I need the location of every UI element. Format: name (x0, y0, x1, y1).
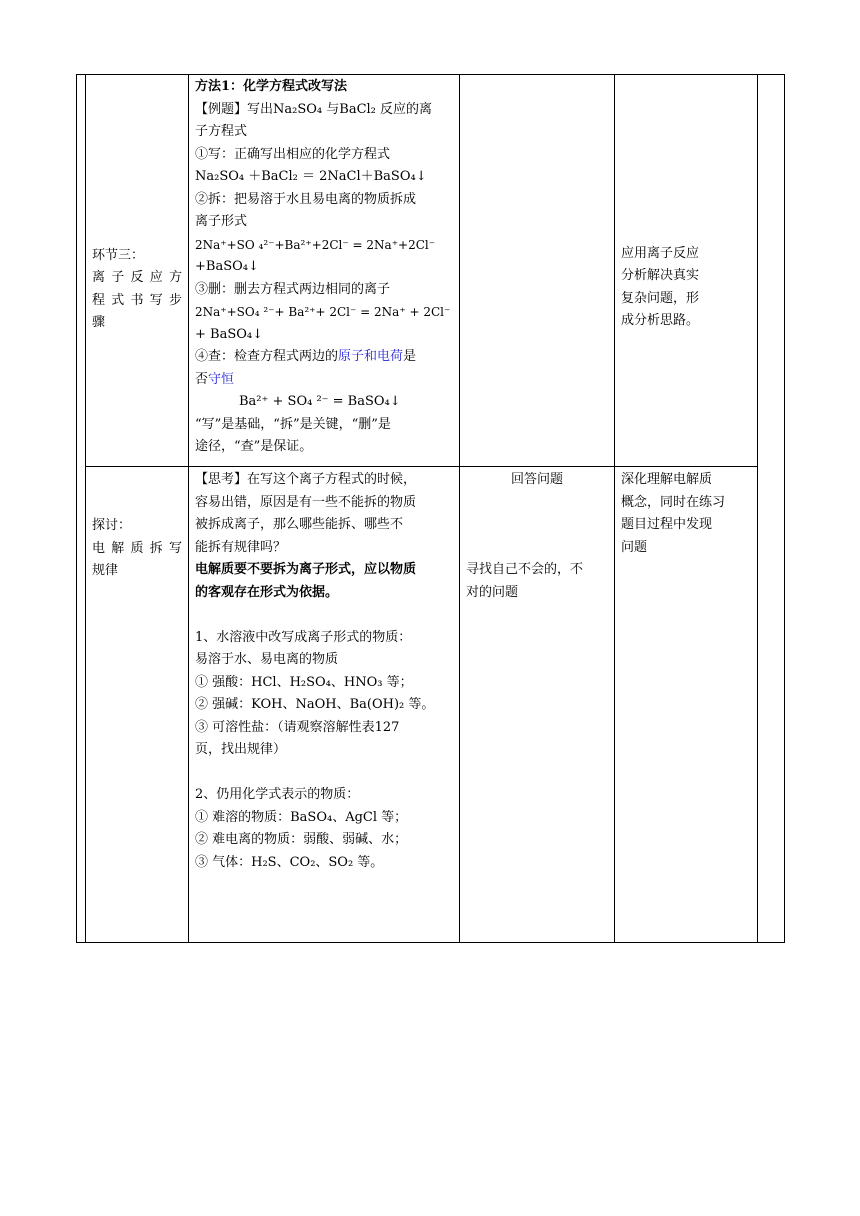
student-line: 回答问题 (510, 472, 563, 487)
weak-item: ② 难电离的物质：弱酸、弱碱、水； (195, 832, 408, 847)
step-split: 离子形式 (195, 214, 248, 229)
step-delete: ③删：删去方程式两边相同的离子 (195, 281, 391, 297)
base-item: ② 强碱：KOH、NaOH、Ba(OH)₂ 等。 (195, 697, 435, 712)
ion-sub: 易溶于水、易电离的物质 (195, 652, 339, 667)
example-line: 子方程式 (195, 124, 248, 139)
gas-item: ③ 气体：H₂S、CO₂、SO₂ 等。 (195, 854, 384, 870)
acid-item: ① 强酸：HCl、H₂SO₄、HNO₃ 等； (195, 674, 413, 690)
student-line: 寻找自己不会的，不 (466, 562, 584, 577)
right-margin-cell (758, 75, 785, 943)
lesson-plan-table (76, 74, 785, 943)
example-line: 【例题】写出Na₂SO₄ 与BaCl₂ 反应的离 (195, 101, 433, 117)
stage-label: 骤 (92, 315, 106, 330)
intent-line: 问题 (621, 539, 648, 555)
step-check: ④查：检查方程式两边的原子和电荷是 (195, 349, 417, 364)
student-line: 对的问题 (466, 584, 519, 600)
think-line: 被拆成离子，那么哪些能拆、哪些不 (195, 517, 404, 532)
principle-line: 电解质要不要拆为离子形式，应以物质 (195, 562, 417, 577)
summary: 途径，“查”是保证。 (195, 439, 313, 454)
salt-item: 页，找出规律） (195, 742, 287, 757)
equation: +BaSO₄↓ (195, 259, 259, 274)
method-title: 方法1：化学方程式改写法 (195, 79, 348, 94)
stage-cell (86, 467, 189, 943)
stage-label: 环节三： (92, 247, 145, 263)
student-activity-cell (460, 75, 615, 467)
principle-line: 的客观存在形式为依据。 (195, 584, 339, 600)
teacher-activity-cell (189, 467, 460, 943)
blank-line (466, 492, 608, 537)
equation: 2Na⁺+SO ₄²⁻+Ba²⁺+2Cl⁻ = 2Na⁺+2Cl⁻ (195, 237, 436, 252)
think-line: 能拆有规律吗？ (195, 539, 287, 555)
intent-line: 概念，同时在练习 (621, 494, 726, 510)
blank-line (466, 537, 608, 560)
equation: 2Na⁺+SO₄ ²⁻+ Ba²⁺+ 2Cl⁻ = 2Na⁺ + 2Cl⁻ (195, 305, 451, 319)
teacher-activity-cell (189, 75, 460, 467)
stage-label: 程式书写步 (92, 292, 182, 308)
step-split: ②拆：把易溶于水且易电离的物质拆成 (195, 191, 417, 207)
think-line: 容易出错，原因是有一些不能拆的物质 (195, 494, 417, 510)
think-line: 【思考】在写这个离子方程式的时候， (195, 472, 417, 487)
stage-label: 电解质拆写 (92, 540, 182, 556)
design-intent-cell (615, 75, 758, 467)
stage-label: 探讨： (92, 518, 132, 533)
design-intent-cell (615, 467, 758, 943)
formula-title: 2、仍用化学式表示的物质： (195, 787, 360, 802)
insoluble-item: ① 难溶的物质：BaSO₄、AgCl 等； (195, 809, 408, 825)
left-margin-cell (77, 75, 86, 943)
step-check: 否守恒 (195, 371, 235, 387)
summary: “写”是基础，“拆”是关键，“删”是 (195, 416, 391, 432)
intent-line: 应用离子反应 (621, 245, 700, 261)
stage-label: 规律 (92, 563, 119, 578)
step-write: ①写：正确写出相应的化学方程式 (195, 146, 391, 162)
table-row (77, 75, 785, 467)
equation: Na₂SO₄ ＋BaCl₂ ＝ 2NaCl＋BaSO₄↓ (195, 169, 427, 184)
intent-line: 分析解决真实 (621, 268, 700, 283)
blank-line (195, 762, 453, 785)
salt-item: ③ 可溶性盐：（请观察溶解性表127 (195, 719, 400, 735)
stage-cell (86, 75, 189, 467)
intent-line: 题目过程中发现 (621, 517, 713, 532)
equation: Ba²⁺ + SO₄ ²⁻ = BaSO₄↓ (239, 394, 401, 409)
ion-title: 1、水溶液中改写成离子形式的物质： (195, 629, 412, 645)
intent-line: 成分析思路。 (621, 313, 700, 328)
student-activity-cell (460, 467, 615, 943)
equation: + BaSO₄↓ (195, 326, 263, 342)
intent-line: 复杂问题，形 (621, 290, 700, 306)
blank-line (195, 604, 453, 627)
table-row (77, 467, 785, 943)
intent-line: 深化理解电解质 (621, 472, 713, 487)
stage-label: 离子反应方 (92, 270, 182, 285)
